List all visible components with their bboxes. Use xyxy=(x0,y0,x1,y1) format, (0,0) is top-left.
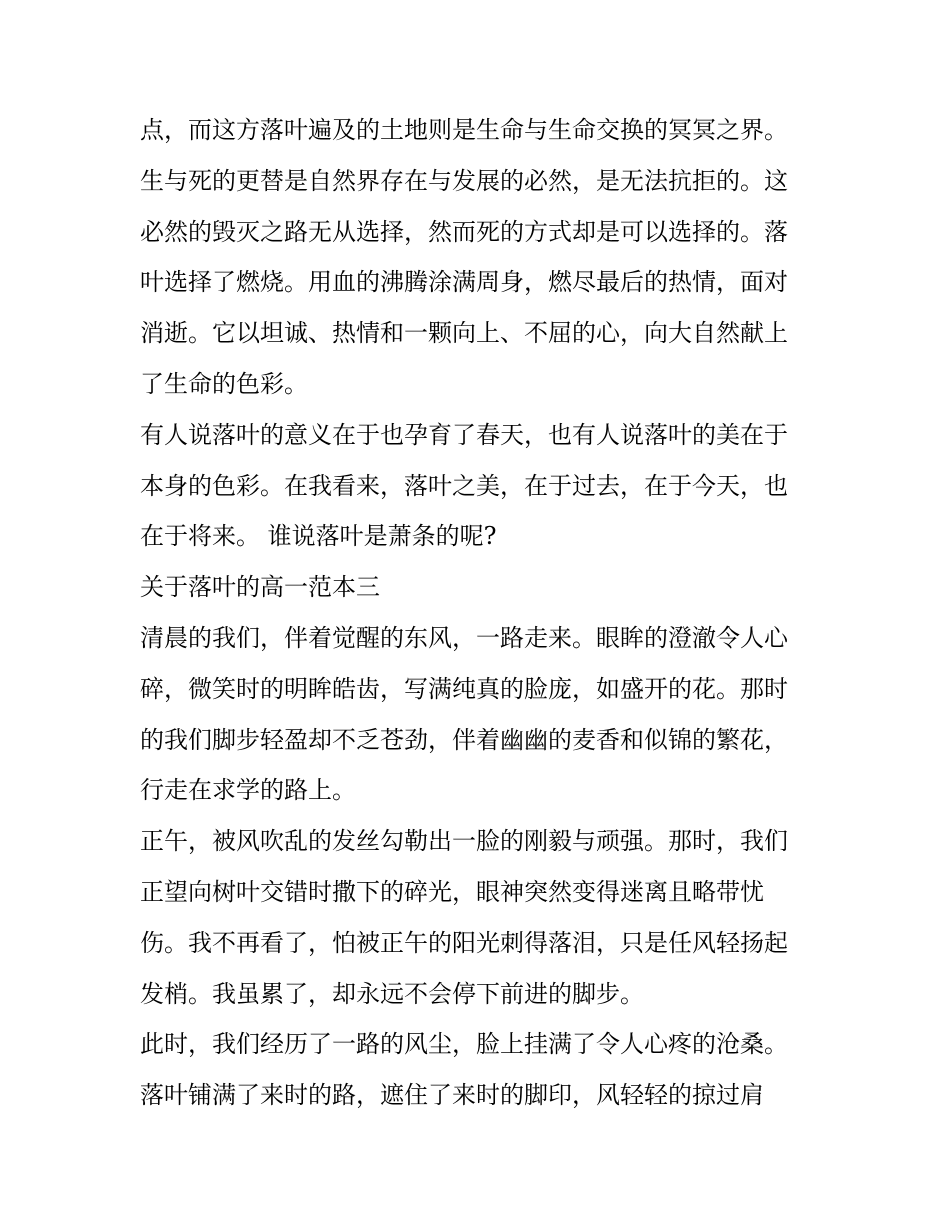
essay-text xyxy=(140,105,820,1121)
text-line: 必然的毁灭之路无从选择，然而死的方式却是可以选择的。落 xyxy=(140,217,788,246)
text-line: 本身的色彩。在我看来，落叶之美，在于过去，在于今天，也 xyxy=(140,471,788,500)
text-line: 叶选择了燃烧。用血的沸腾涂满周身，燃尽最后的热情，面对 xyxy=(140,268,788,297)
text-line: 在于将来。 谁说落叶是萧条的呢? xyxy=(140,522,497,551)
text-line: 了生命的色彩。 xyxy=(140,369,308,398)
text-line: 有人说落叶的意义在于也孕育了春天，也有人说落叶的美在于 xyxy=(140,420,788,449)
text-line: 发梢。我虽累了，却永远不会停下前进的脚步。 xyxy=(140,979,644,1008)
text-line: 生与死的更替是自然界存在与发展的必然，是无法抗拒的。这 xyxy=(140,166,788,195)
text-line: 清晨的我们，伴着觉醒的东风，一路走来。眼眸的澄澈令人心 xyxy=(140,623,788,652)
text-line: 行走在求学的路上。 xyxy=(140,776,356,805)
text-line: 消逝。它以坦诚、热情和一颗向上、不屈的心，向大自然献上 xyxy=(140,319,788,348)
text-line: 正午，被风吹乱的发丝勾勒出一脸的刚毅与顽强。那时，我们 xyxy=(140,827,788,856)
text-line: 正望向树叶交错时撒下的碎光，眼神突然变得迷离且略带忧 xyxy=(140,877,764,906)
text-line: 的我们脚步轻盈却不乏苍劲，伴着幽幽的麦香和似锦的繁花， xyxy=(140,725,788,754)
text-line: 点，而这方落叶遍及的土地则是生命与生命交换的冥冥之界。 xyxy=(140,116,788,144)
text-line: 伤。我不再看了，怕被正午的阳光刺得落泪，只是任风轻扬起 xyxy=(140,928,788,957)
text-line: 落叶铺满了来时的路，遮住了来时的脚印，风轻轻的掠过肩 xyxy=(140,1081,764,1110)
text-line: 此时，我们经历了一路的风尘，脸上挂满了令人心疼的沧桑。 xyxy=(140,1030,788,1059)
text-line: 碎，微笑时的明眸皓齿，写满纯真的脸庞，如盛开的花。那时 xyxy=(140,674,788,703)
section-heading: 关于落叶的高一范本三 xyxy=(140,573,380,602)
